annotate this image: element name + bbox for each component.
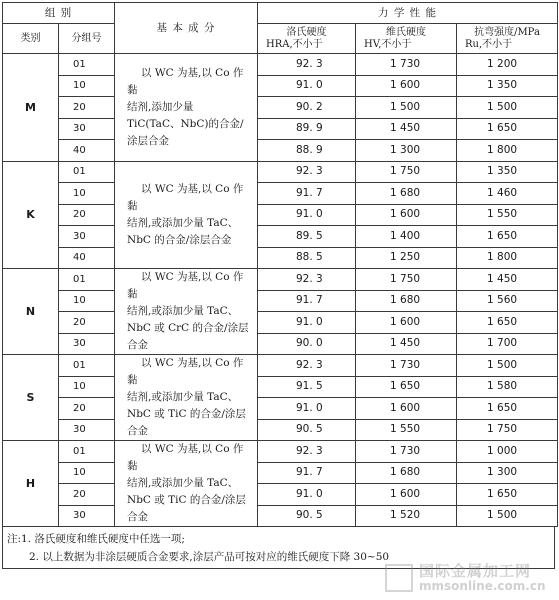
strength-cell: 1 580 bbox=[457, 376, 558, 398]
strength-cell: 1 550 bbox=[457, 204, 558, 226]
subgroup-cell: 40 bbox=[59, 247, 115, 269]
table-row bbox=[3, 505, 558, 527]
header-subgroup: 分组号 bbox=[59, 24, 115, 54]
category-cell: S bbox=[3, 355, 59, 441]
strength-cell: 1 350 bbox=[457, 75, 558, 97]
strength-cell: 1 500 bbox=[457, 97, 558, 119]
hv-cell: 1 680 bbox=[356, 462, 457, 484]
table-row bbox=[3, 398, 558, 420]
table-row bbox=[3, 312, 558, 334]
header-composition: 基 本 成 分 bbox=[115, 3, 258, 54]
table-row bbox=[3, 419, 558, 441]
header-hv-name: 维氏硬度 bbox=[386, 26, 426, 38]
subgroup-cell: 10 bbox=[59, 462, 115, 484]
hra-cell: 90. 2 bbox=[258, 97, 356, 119]
hra-cell: 89. 9 bbox=[258, 118, 356, 140]
subgroup-cell: 20 bbox=[59, 97, 115, 119]
watermark-line-2: mmsonline.com.cn bbox=[419, 579, 546, 593]
strength-cell: 1 460 bbox=[457, 183, 558, 205]
hra-cell: 91. 0 bbox=[258, 484, 356, 506]
strength-cell: 1 650 bbox=[457, 398, 558, 420]
hra-cell: 91. 5 bbox=[258, 376, 356, 398]
subgroup-cell: 40 bbox=[59, 140, 115, 162]
header-ru-name: 抗弯强度/MPa bbox=[474, 26, 540, 38]
hra-cell: 90. 0 bbox=[258, 333, 356, 355]
category-cell: M bbox=[3, 54, 59, 162]
hv-cell: 1 730 bbox=[356, 441, 457, 463]
hra-cell: 88. 9 bbox=[258, 140, 356, 162]
hv-cell: 1 680 bbox=[356, 290, 457, 312]
subgroup-cell: 30 bbox=[59, 505, 115, 527]
subgroup-cell: 01 bbox=[59, 269, 115, 291]
table-row bbox=[3, 441, 558, 463]
hv-cell: 1 730 bbox=[356, 355, 457, 377]
composition-text-rest: 结剂,或添加少量 TaC、NbC 或 TiC 的合金/涂层合金 bbox=[127, 391, 246, 437]
strength-cell: 1 700 bbox=[457, 333, 558, 355]
category-cell: H bbox=[3, 441, 59, 527]
subgroup-cell: 30 bbox=[59, 333, 115, 355]
subgroup-cell: 30 bbox=[59, 419, 115, 441]
hv-cell: 1 600 bbox=[356, 204, 457, 226]
table-row bbox=[3, 97, 558, 119]
composition-text-first: 以 WC 为基,以 Co 作黏 bbox=[127, 66, 244, 96]
hra-cell: 91. 0 bbox=[258, 75, 356, 97]
table-row bbox=[3, 140, 558, 162]
header-hra-name: 洛氏硬度 bbox=[286, 26, 327, 38]
subgroup-cell: 20 bbox=[59, 484, 115, 506]
hra-cell: 91. 0 bbox=[258, 312, 356, 334]
composition-cell bbox=[115, 54, 258, 162]
watermark bbox=[385, 560, 555, 594]
hv-cell: 1 450 bbox=[356, 333, 457, 355]
standard-table-page bbox=[2, 2, 557, 569]
composition-cell bbox=[115, 355, 258, 441]
header-group: 组 别 bbox=[3, 3, 115, 24]
strength-cell: 1 650 bbox=[457, 226, 558, 248]
hra-cell: 88. 5 bbox=[258, 247, 356, 269]
strength-cell: 1 300 bbox=[457, 462, 558, 484]
subgroup-cell: 01 bbox=[59, 441, 115, 463]
hv-cell: 1 520 bbox=[356, 505, 457, 527]
subgroup-cell: 30 bbox=[59, 226, 115, 248]
table-row bbox=[3, 183, 558, 205]
hv-cell: 1 600 bbox=[356, 484, 457, 506]
hra-cell: 91. 0 bbox=[258, 204, 356, 226]
table-row bbox=[3, 75, 558, 97]
subgroup-cell: 10 bbox=[59, 183, 115, 205]
hra-cell: 92. 3 bbox=[258, 54, 356, 76]
strength-cell: 1 560 bbox=[457, 290, 558, 312]
strength-cell: 1 500 bbox=[457, 355, 558, 377]
table-row bbox=[3, 118, 558, 140]
strength-cell: 1 350 bbox=[457, 161, 558, 183]
composition-text-rest: 结剂,添加少量 TiC(TaC、NbC)的合金/涂层合金 bbox=[127, 100, 244, 147]
table-row bbox=[3, 226, 558, 248]
composition-text-rest: 结剂,或添加少量 TaC、NbC 或 CrC 的合金/涂层合金 bbox=[127, 305, 249, 351]
hra-cell: 89. 5 bbox=[258, 226, 356, 248]
subgroup-cell: 01 bbox=[59, 355, 115, 377]
header-hv-unit: HV,不小于 bbox=[364, 38, 412, 50]
table-row bbox=[3, 290, 558, 312]
hv-cell: 1 550 bbox=[356, 419, 457, 441]
composition-text-first: 以 WC 为基,以 Co 作黏 bbox=[127, 357, 244, 386]
subgroup-cell: 20 bbox=[59, 398, 115, 420]
hv-cell: 1 300 bbox=[356, 140, 457, 162]
strength-cell: 1 650 bbox=[457, 118, 558, 140]
table-row bbox=[3, 247, 558, 269]
table-row bbox=[3, 355, 558, 377]
composition-text-first: 以 WC 为基,以 Co 作黏 bbox=[127, 182, 244, 212]
hv-cell: 1 600 bbox=[356, 398, 457, 420]
hv-cell: 1 600 bbox=[356, 312, 457, 334]
hra-cell: 91. 7 bbox=[258, 462, 356, 484]
composition-cell bbox=[115, 441, 258, 527]
composition-text-rest: 结剂,或添加少量 TaC、NbC 的合金/涂层合金 bbox=[127, 216, 239, 246]
table-row bbox=[3, 54, 558, 76]
header-category: 类别 bbox=[3, 24, 59, 54]
watermark-logo-icon bbox=[385, 564, 413, 592]
table-row bbox=[3, 333, 558, 355]
hv-cell: 1 680 bbox=[356, 183, 457, 205]
composition-cell bbox=[115, 269, 258, 355]
strength-cell: 1 200 bbox=[457, 54, 558, 76]
strength-cell: 1 650 bbox=[457, 312, 558, 334]
hv-cell: 1 750 bbox=[356, 269, 457, 291]
hra-cell: 92. 3 bbox=[258, 441, 356, 463]
note-2: 2. 以上数据为非涂层硬质合金要求,涂层产品可按对应的维氏硬度下降 30~50 bbox=[29, 551, 390, 563]
hra-cell: 91. 7 bbox=[258, 290, 356, 312]
header-ru bbox=[457, 24, 558, 54]
table-row bbox=[3, 462, 558, 484]
hra-cell: 90. 5 bbox=[258, 419, 356, 441]
strength-cell: 1 650 bbox=[457, 484, 558, 506]
hv-cell: 1 500 bbox=[356, 97, 457, 119]
strength-cell: 1 450 bbox=[457, 269, 558, 291]
header-ru-unit: Ru,不小于 bbox=[465, 38, 513, 50]
hv-cell: 1 750 bbox=[356, 161, 457, 183]
subgroup-cell: 01 bbox=[59, 161, 115, 183]
hv-cell: 1 400 bbox=[356, 226, 457, 248]
header-hra-unit: HRA,不小于 bbox=[266, 38, 323, 50]
composition-text-first: 以 WC 为基,以 Co 作黏 bbox=[127, 443, 244, 472]
subgroup-cell: 10 bbox=[59, 75, 115, 97]
subgroup-cell: 01 bbox=[59, 54, 115, 76]
subgroup-cell: 30 bbox=[59, 118, 115, 140]
hv-cell: 1 450 bbox=[356, 118, 457, 140]
strength-cell: 1 000 bbox=[457, 441, 558, 463]
header-mechanical: 力 学 性 能 bbox=[258, 3, 558, 24]
carbide-grade-table bbox=[2, 2, 558, 527]
subgroup-cell: 10 bbox=[59, 376, 115, 398]
strength-cell: 1 500 bbox=[457, 505, 558, 527]
strength-cell: 1 800 bbox=[457, 140, 558, 162]
hra-cell: 91. 0 bbox=[258, 398, 356, 420]
hv-cell: 1 650 bbox=[356, 376, 457, 398]
composition-text-rest: 结剂,或添加少量 TaC、NbC 或 TiC 的合金/涂层合金 bbox=[127, 477, 246, 523]
table-row bbox=[3, 269, 558, 291]
table-row bbox=[3, 484, 558, 506]
hra-cell: 92. 3 bbox=[258, 161, 356, 183]
hv-cell: 1 250 bbox=[356, 247, 457, 269]
hra-cell: 90. 5 bbox=[258, 505, 356, 527]
watermark-line-1: 国际金属加工网 bbox=[419, 562, 532, 580]
strength-cell: 1 800 bbox=[457, 247, 558, 269]
header-hv bbox=[356, 24, 457, 54]
composition-cell bbox=[115, 161, 258, 269]
header-hra bbox=[258, 24, 356, 54]
subgroup-cell: 10 bbox=[59, 290, 115, 312]
table-body bbox=[3, 54, 558, 527]
subgroup-cell: 20 bbox=[59, 204, 115, 226]
note-1: 注:1. 洛氏硬度和维氏硬度中任选一项; bbox=[7, 533, 185, 545]
table-row bbox=[3, 161, 558, 183]
subgroup-cell: 20 bbox=[59, 312, 115, 334]
hra-cell: 92. 3 bbox=[258, 269, 356, 291]
hra-cell: 91. 7 bbox=[258, 183, 356, 205]
hv-cell: 1 600 bbox=[356, 75, 457, 97]
table-row bbox=[3, 204, 558, 226]
composition-text-first: 以 WC 为基,以 Co 作黏 bbox=[127, 271, 244, 300]
category-cell: K bbox=[3, 161, 59, 269]
table-row bbox=[3, 376, 558, 398]
hv-cell: 1 730 bbox=[356, 54, 457, 76]
hra-cell: 92. 3 bbox=[258, 355, 356, 377]
strength-cell: 1 750 bbox=[457, 419, 558, 441]
category-cell: N bbox=[3, 269, 59, 355]
